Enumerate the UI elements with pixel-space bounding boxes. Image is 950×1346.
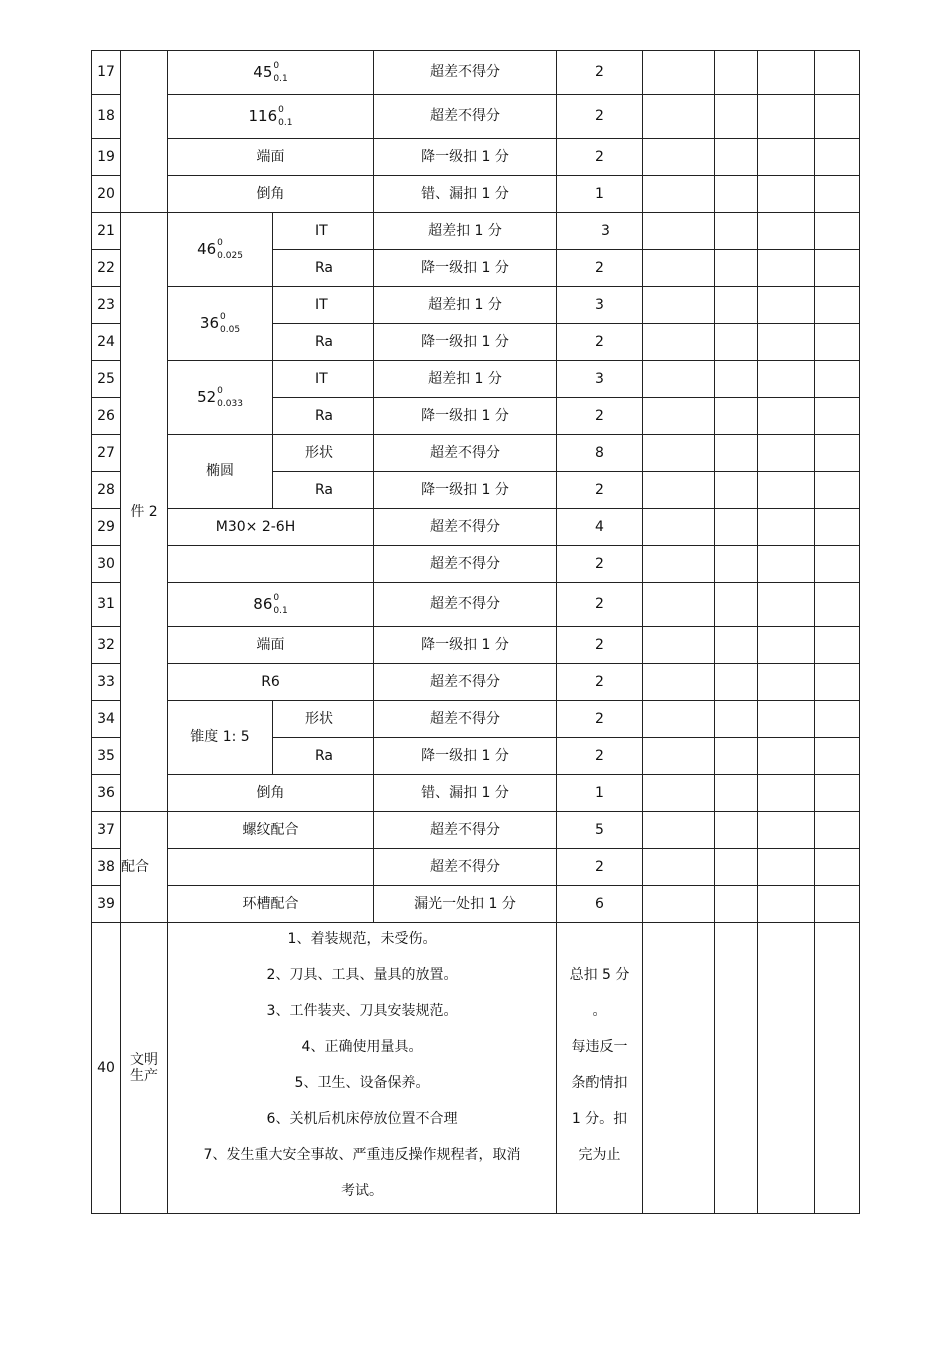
score: 3 <box>557 213 643 250</box>
criterion: 超差不得分 <box>374 664 557 701</box>
row-number: 30 <box>92 546 121 583</box>
blank-cell <box>758 627 815 664</box>
item-tolerance: 45 0 0.1 <box>168 51 374 95</box>
criterion: 超差扣 1 分 <box>374 287 557 324</box>
row-number: 26 <box>92 398 121 435</box>
blank-cell <box>643 627 715 664</box>
row-number: 28 <box>92 472 121 509</box>
blank-cell <box>815 886 860 923</box>
blank-cell <box>815 546 860 583</box>
criterion: 降一级扣 1 分 <box>374 627 557 664</box>
blank-cell <box>758 664 815 701</box>
blank-cell <box>715 738 758 775</box>
criterion: 降一级扣 1 分 <box>374 139 557 176</box>
score: 6 <box>557 886 643 923</box>
item-tolerance: 52 0 0.033 <box>168 361 273 435</box>
blank-cell <box>715 775 758 812</box>
blank-cell <box>643 886 715 923</box>
blank-cell <box>715 886 758 923</box>
blank-cell <box>815 923 860 1214</box>
rule-item: 5、卫生、设备保养。 <box>294 1075 430 1091</box>
blank-cell <box>815 176 860 213</box>
blank-cell <box>715 923 758 1214</box>
blank-cell <box>758 738 815 775</box>
rule-item: 7、发生重大安全事故、严重违反操作规程者，取消 <box>203 1147 521 1163</box>
blank-cell <box>643 738 715 775</box>
blank-cell <box>758 701 815 738</box>
row-number: 33 <box>92 664 121 701</box>
table-row <box>92 287 860 324</box>
blank-cell <box>758 250 815 287</box>
blank-cell <box>815 509 860 546</box>
item-tolerance: 116 0 0.1 <box>168 95 374 139</box>
score: 8 <box>557 435 643 472</box>
item: 环槽配合 <box>168 886 374 923</box>
criterion: 错、漏扣 1 分 <box>374 176 557 213</box>
row-number: 35 <box>92 738 121 775</box>
table-row <box>92 213 860 250</box>
score: 1 <box>557 176 643 213</box>
row-number: 22 <box>92 250 121 287</box>
blank-cell <box>715 627 758 664</box>
blank-cell <box>758 95 815 139</box>
table-row <box>92 849 860 886</box>
table-row <box>92 775 860 812</box>
blank-cell <box>643 849 715 886</box>
blank-cell <box>815 849 860 886</box>
blank-cell <box>758 213 815 250</box>
blank-cell <box>715 509 758 546</box>
criterion: 超差扣 1 分 <box>374 361 557 398</box>
row-number: 27 <box>92 435 121 472</box>
score: 2 <box>557 472 643 509</box>
blank-cell <box>643 509 715 546</box>
row-number: 31 <box>92 583 121 627</box>
blank-cell <box>715 812 758 849</box>
fit-label: 配合 <box>121 812 168 923</box>
blank-cell <box>758 509 815 546</box>
rule-item: 1、着装规范，未受伤。 <box>287 931 437 947</box>
blank-cell <box>643 472 715 509</box>
criterion: 超差不得分 <box>374 51 557 95</box>
blank-cell <box>715 664 758 701</box>
blank-cell <box>815 738 860 775</box>
criterion: 超差不得分 <box>374 849 557 886</box>
table-row <box>92 51 860 95</box>
blank-cell <box>758 435 815 472</box>
score: 3 <box>557 361 643 398</box>
blank-cell <box>643 287 715 324</box>
blank-cell <box>715 250 758 287</box>
table-row <box>92 509 860 546</box>
blank-cell <box>815 472 860 509</box>
row-number: 34 <box>92 701 121 738</box>
table-row <box>92 361 860 398</box>
blank-cell <box>758 51 815 95</box>
row-number: 40 <box>92 923 121 1214</box>
row-number: 29 <box>92 509 121 546</box>
score: 2 <box>557 738 643 775</box>
sub-item: Ra <box>273 324 374 361</box>
blank-cell <box>815 287 860 324</box>
item: 端面 <box>168 627 374 664</box>
blank-cell <box>643 546 715 583</box>
table-row <box>92 583 860 627</box>
item-tolerance: 46 0 0.025 <box>168 213 273 287</box>
table-row <box>92 627 860 664</box>
criterion: 降一级扣 1 分 <box>374 472 557 509</box>
score: 5 <box>557 812 643 849</box>
rule-item: 2、刀具、工具、量具的放置。 <box>266 967 458 983</box>
table-row <box>92 435 860 472</box>
blank-cell <box>643 361 715 398</box>
blank-cell <box>643 139 715 176</box>
item: M30× 2-6H <box>168 509 374 546</box>
blank-cell <box>815 435 860 472</box>
sub-item: Ra <box>273 738 374 775</box>
rule-item: 6、关机后机床停放位置不合理 <box>266 1111 458 1127</box>
blank-cell <box>815 324 860 361</box>
blank-cell <box>643 812 715 849</box>
item-ellipse: 椭圆 <box>168 435 273 509</box>
criterion: 超差不得分 <box>374 701 557 738</box>
blank-cell <box>715 287 758 324</box>
blank-cell <box>715 176 758 213</box>
blank-cell <box>715 546 758 583</box>
criterion: 漏光一处扣 1 分 <box>374 886 557 923</box>
criterion: 降一级扣 1 分 <box>374 738 557 775</box>
row-number: 18 <box>92 95 121 139</box>
table-row <box>92 546 860 583</box>
blank-cell <box>643 51 715 95</box>
row-number: 24 <box>92 324 121 361</box>
blank-cell <box>643 176 715 213</box>
score: 2 <box>557 627 643 664</box>
grading-table <box>91 50 860 1214</box>
blank-cell <box>643 250 715 287</box>
score: 4 <box>557 509 643 546</box>
table-row <box>92 95 860 139</box>
row-number: 19 <box>92 139 121 176</box>
blank-cell <box>815 250 860 287</box>
blank-cell <box>815 51 860 95</box>
row-number: 25 <box>92 361 121 398</box>
criterion: 超差扣 1 分 <box>374 213 557 250</box>
blank-cell <box>815 95 860 139</box>
row-number: 17 <box>92 51 121 95</box>
item: 倒角 <box>168 176 374 213</box>
criterion: 超差不得分 <box>374 583 557 627</box>
blank-cell <box>815 664 860 701</box>
row-number: 21 <box>92 213 121 250</box>
row-number: 23 <box>92 287 121 324</box>
blank-cell <box>758 849 815 886</box>
item: 端面 <box>168 139 374 176</box>
criterion: 超差不得分 <box>374 95 557 139</box>
blank-cell <box>715 51 758 95</box>
sub-item: Ra <box>273 250 374 287</box>
criterion: 超差不得分 <box>374 546 557 583</box>
rule-item: 4、正确使用量具。 <box>301 1039 423 1055</box>
blank-cell <box>715 435 758 472</box>
blank-cell <box>815 775 860 812</box>
row-number: 32 <box>92 627 121 664</box>
score: 2 <box>557 664 643 701</box>
table-row <box>92 812 860 849</box>
blank-cell <box>758 886 815 923</box>
blank-cell <box>643 398 715 435</box>
blank-cell <box>715 95 758 139</box>
score: 2 <box>557 95 643 139</box>
blank-cell <box>815 701 860 738</box>
score: 2 <box>557 324 643 361</box>
blank-cell <box>758 139 815 176</box>
row-number: 20 <box>92 176 121 213</box>
blank-cell <box>715 139 758 176</box>
group-cell <box>121 51 168 213</box>
blank-cell <box>758 923 815 1214</box>
blank-cell <box>643 701 715 738</box>
row-number: 38 <box>92 849 121 886</box>
score: 3 <box>557 287 643 324</box>
score: 2 <box>557 583 643 627</box>
score: 2 <box>557 51 643 95</box>
blank-cell <box>643 775 715 812</box>
rule-item: 考试。 <box>341 1183 383 1199</box>
sub-item: 形状 <box>273 435 374 472</box>
blank-cell <box>758 324 815 361</box>
rule-item: 3、工件装夹、刀具安装规范。 <box>266 1003 458 1019</box>
blank-cell <box>758 361 815 398</box>
item-taper: 锥度 1: 5 <box>168 701 273 775</box>
blank-cell <box>715 849 758 886</box>
blank-cell <box>815 812 860 849</box>
criterion: 错、漏扣 1 分 <box>374 775 557 812</box>
blank-cell <box>643 213 715 250</box>
blank-cell <box>715 324 758 361</box>
table-row <box>92 664 860 701</box>
blank-cell <box>715 213 758 250</box>
score: 2 <box>557 546 643 583</box>
item-tolerance: 36 0 0.05 <box>168 287 273 361</box>
row-number: 39 <box>92 886 121 923</box>
table-row <box>92 701 860 738</box>
sub-item: Ra <box>273 472 374 509</box>
sub-item: IT <box>273 213 374 250</box>
blank-cell <box>643 324 715 361</box>
blank-cell <box>815 213 860 250</box>
criterion: 超差不得分 <box>374 812 557 849</box>
blank-cell <box>758 472 815 509</box>
table-row <box>92 176 860 213</box>
safety-label: 文明 生产 <box>121 923 168 1214</box>
table-row <box>92 139 860 176</box>
criterion: 超差不得分 <box>374 435 557 472</box>
blank-cell <box>758 583 815 627</box>
safety-rules <box>168 923 557 1214</box>
blank-cell <box>643 95 715 139</box>
blank-cell <box>643 664 715 701</box>
score: 1 <box>557 775 643 812</box>
table-row <box>92 886 860 923</box>
score: 2 <box>557 398 643 435</box>
criterion: 超差不得分 <box>374 509 557 546</box>
blank-cell <box>815 583 860 627</box>
blank-cell <box>758 287 815 324</box>
blank-cell <box>815 139 860 176</box>
score: 2 <box>557 701 643 738</box>
item <box>168 546 374 583</box>
blank-cell <box>715 361 758 398</box>
blank-cell <box>815 398 860 435</box>
score: 2 <box>557 139 643 176</box>
item: 倒角 <box>168 775 374 812</box>
criterion: 降一级扣 1 分 <box>374 398 557 435</box>
blank-cell <box>643 435 715 472</box>
blank-cell <box>758 546 815 583</box>
sub-item: IT <box>273 287 374 324</box>
blank-cell <box>758 775 815 812</box>
sub-item: Ra <box>273 398 374 435</box>
row-number: 36 <box>92 775 121 812</box>
blank-cell <box>715 398 758 435</box>
part2-label: 件 2 <box>121 213 168 812</box>
item: 螺纹配合 <box>168 812 374 849</box>
sub-item: IT <box>273 361 374 398</box>
blank-cell <box>758 398 815 435</box>
item-tolerance: 86 0 0.1 <box>168 583 374 627</box>
score: 2 <box>557 250 643 287</box>
row-number: 37 <box>92 812 121 849</box>
criterion: 降一级扣 1 分 <box>374 250 557 287</box>
item: R6 <box>168 664 374 701</box>
deduction-note: 总扣 5 分 。 每违反一 条酌情扣 1 分。扣 完为止 <box>557 923 643 1214</box>
blank-cell <box>715 701 758 738</box>
blank-cell <box>815 361 860 398</box>
blank-cell <box>815 627 860 664</box>
blank-cell <box>715 472 758 509</box>
score: 2 <box>557 849 643 886</box>
blank-cell <box>758 176 815 213</box>
item <box>168 849 374 886</box>
blank-cell <box>758 812 815 849</box>
table-row <box>92 923 860 1214</box>
blank-cell <box>643 583 715 627</box>
blank-cell <box>643 923 715 1214</box>
criterion: 降一级扣 1 分 <box>374 324 557 361</box>
sub-item: 形状 <box>273 701 374 738</box>
blank-cell <box>715 583 758 627</box>
